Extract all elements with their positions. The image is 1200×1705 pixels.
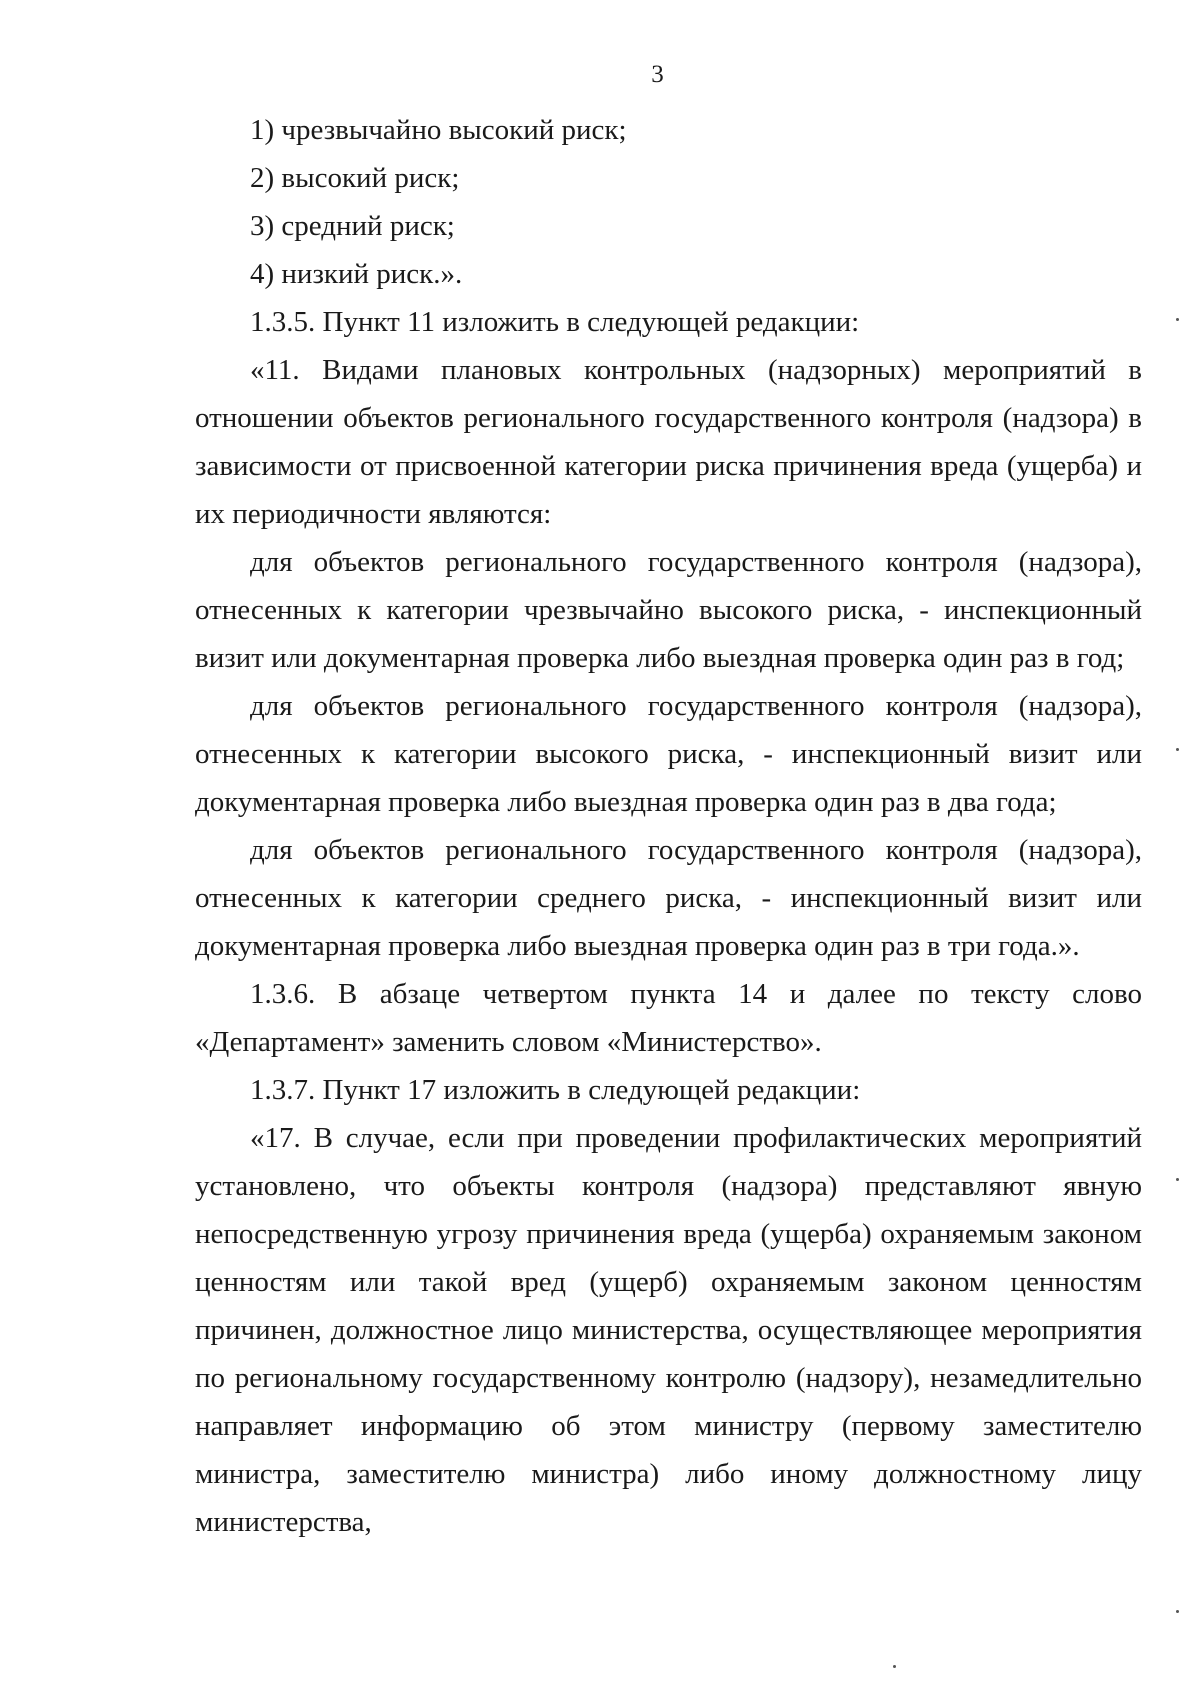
scan-speck <box>1176 1610 1179 1613</box>
list-item-high-risk: 2) высокий риск; <box>250 162 460 194</box>
clause-1-3-7-heading: 1.3.7. Пункт 17 изложить в следующей редакции: <box>250 1074 861 1106</box>
list-item-extremely-high-risk: 1) чрезвычайно высокий риск; <box>250 114 627 146</box>
clause-11-medium-risk: для объектов регионального государственного контроля (надзора), отнесенных к категории среднего риска, - инспекционный визит или документарная проверка либо выездная проверка один раз в три года.». <box>195 834 1142 962</box>
clause-1-3-6-text: 1.3.6. В абзаце четвертом пункта 14 и далее по тексту слово «Департамент» заменить словом «Министерство». <box>195 978 1142 1058</box>
clause-17-text: «17. В случае, если при проведении профилактических мероприятий установлено, что объекты контроля (надзора) представляют явную непосредственную угрозу причинения вреда (ущерба) охраняемым законом ценностям или такой вред (ущерб) охраняемым законом ценностям причинен, должностное лицо министерства, осуществляющее мероприятия по региональному государственному контролю (надзору), незамедлительно направляет информацию об этом министру (первому заместителю министра, заместителю министра) либо иному должностному лицу министерства, <box>195 1122 1142 1538</box>
page-number: 3 <box>651 61 664 88</box>
clause-1-3-5-heading: 1.3.5. Пункт 11 изложить в следующей редакции: <box>250 306 860 338</box>
clause-11-text: «11. Видами плановых контрольных (надзорных) мероприятий в отношении объектов регионального государственного контроля (надзора) в зависимости от присвоенной категории риска причинения вреда (ущерба) и их периодичности являются: <box>195 354 1142 530</box>
list-item-medium-risk: 3) средний риск; <box>250 210 455 242</box>
clause-11-extremely-high-risk: для объектов регионального государственного контроля (надзора), отнесенных к категории чрезвычайно высокого риска, - инспекционный визит или документарная проверка либо выездная проверка один раз в год; <box>195 546 1142 674</box>
scan-speck <box>1176 748 1179 751</box>
clause-11-high-risk: для объектов регионального государственного контроля (надзора), отнесенных к категории высокого риска, - инспекционный визит или документарная проверка либо выездная проверка один раз в два года; <box>195 690 1142 818</box>
scan-speck <box>1176 1178 1179 1181</box>
document-body <box>195 106 1142 1546</box>
scan-speck <box>893 1665 896 1668</box>
list-item-low-risk: 4) низкий риск.». <box>250 258 463 290</box>
scan-speck <box>1176 318 1179 321</box>
